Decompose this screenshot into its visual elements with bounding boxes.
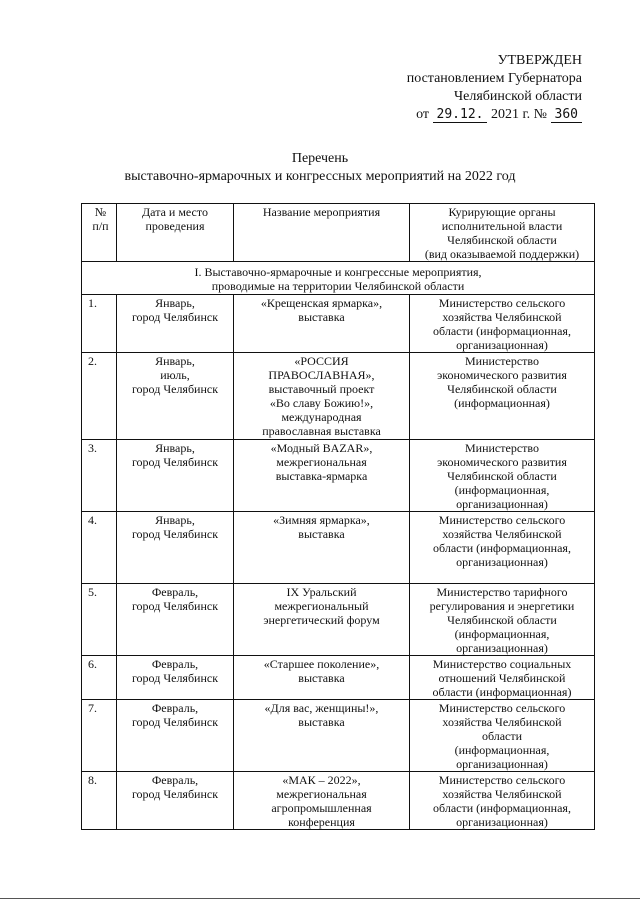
row-date-place-line: город Челябинск	[131, 715, 219, 729]
header-date-place	[117, 204, 234, 262]
row-supervising-body-line: Министерство сельского	[438, 296, 566, 310]
row-number: 8.	[82, 772, 117, 830]
row-supervising-body	[410, 295, 595, 353]
row-supervising-body-line: Министерство сельского	[438, 773, 566, 787]
row-date-place-line: Февраль,	[151, 585, 199, 599]
title-line-2: выставочно-ярмарочных и конгрессных мероприятий на 2022 год	[124, 169, 516, 184]
row-event-name-line: IX Уральский	[286, 585, 357, 599]
header-date-place-line: Дата и место	[142, 205, 208, 219]
row-supervising-body-line: Министерство	[465, 354, 539, 368]
row-supervising-body	[410, 656, 595, 700]
table-row	[82, 295, 595, 353]
table-row	[82, 353, 595, 440]
row-event-name-line: «Для вас, женщины!»,	[264, 701, 379, 715]
header-date-place-line: проведения	[145, 219, 205, 233]
row-supervising-body-line: хозяйства Челябинской	[442, 527, 562, 541]
row-date-place-line: Январь,	[155, 513, 195, 527]
row-event-name-line: выставка	[298, 715, 345, 729]
row-event-name-line: агропромышленная	[271, 801, 372, 815]
header-number-line: №	[94, 205, 107, 219]
row-supervising-body	[410, 700, 595, 772]
row-date-place	[117, 353, 234, 440]
events-table-body	[82, 204, 595, 830]
row-event-name-line: «Модный BAZAR»,	[270, 441, 373, 455]
row-event-name-line: межрегиональная	[276, 787, 367, 801]
row-date-place-line: город Челябинск	[131, 671, 219, 685]
table-row	[82, 656, 595, 700]
row-supervising-body-line: экономического развития	[437, 455, 567, 469]
row-number: 7.	[82, 700, 117, 772]
row-supervising-body-line: Министерство сельского	[438, 513, 566, 527]
row-supervising-body-line: организационная)	[456, 641, 548, 655]
row-number: 5.	[82, 584, 117, 656]
row-supervising-body-line: Министерство	[465, 441, 539, 455]
section-row	[82, 262, 595, 295]
row-supervising-body-line: отношений Челябинской	[438, 671, 566, 685]
row-supervising-body-line: хозяйства Челябинской	[442, 715, 562, 729]
row-event-name	[234, 353, 410, 440]
row-date-place	[117, 700, 234, 772]
row-event-name-line: «Зимняя ярмарка»,	[273, 513, 370, 527]
row-event-name-line: энергетический форум	[263, 613, 380, 627]
row-supervising-body-line: Челябинской области	[447, 469, 557, 483]
row-event-name-line: ПРАВОСЛАВНАЯ»,	[268, 368, 375, 382]
row-event-name	[234, 656, 410, 700]
header-number-line: п/п	[92, 219, 109, 233]
row-supervising-body-line: организационная)	[456, 757, 548, 771]
row-supervising-body	[410, 584, 595, 656]
approval-number: 360	[551, 107, 582, 123]
approval-date: 29.12.	[433, 107, 488, 123]
row-date-place	[117, 656, 234, 700]
row-event-name-line: «МАК – 2022»,	[282, 773, 361, 787]
row-event-name-line: выставочный проект	[268, 382, 375, 396]
row-supervising-body-line: (информационная)	[454, 396, 550, 410]
approval-region: Челябинской области	[454, 89, 582, 104]
row-supervising-body-line: Челябинской области	[447, 613, 557, 627]
row-supervising-body-line: области (информационная,	[433, 801, 571, 815]
row-event-name-line: выставка	[298, 671, 345, 685]
row-supervising-body-line: области (информационная,	[433, 324, 571, 338]
title-line-1: Перечень	[291, 151, 349, 166]
row-supervising-body-line: (информационная,	[454, 743, 550, 757]
row-date-place-line: город Челябинск	[131, 527, 219, 541]
row-event-name-line: конференция	[288, 815, 355, 829]
row-number: 6.	[82, 656, 117, 700]
row-event-name-line: православная выставка	[262, 424, 381, 438]
row-supervising-body-line: хозяйства Челябинской	[442, 787, 562, 801]
row-event-name-line: выставка	[298, 527, 345, 541]
row-supervising-body-line: организационная)	[456, 555, 548, 569]
row-date-place	[117, 772, 234, 830]
row-number: 2.	[82, 353, 117, 440]
row-supervising-body-line: Министерство сельского	[438, 701, 566, 715]
table-row	[82, 512, 595, 584]
row-supervising-body-line: Министерство тарифного	[436, 585, 568, 599]
row-date-place-line: Февраль,	[151, 657, 199, 671]
approval-stamp	[362, 52, 582, 124]
table-row	[82, 700, 595, 772]
row-supervising-body-line: организационная)	[456, 815, 548, 829]
events-table	[81, 203, 595, 830]
row-supervising-body-line: (информационная,	[454, 627, 550, 641]
row-supervising-body-line: организационная)	[456, 497, 548, 511]
row-date-place-line: город Челябинск	[131, 455, 219, 469]
header-supervising-bodies-line: Курирующие органы	[448, 205, 556, 219]
row-event-name	[234, 584, 410, 656]
page-bottom-rule	[0, 898, 640, 899]
approval-word: УТВЕРЖДЕН	[497, 53, 582, 68]
from-label: от	[416, 107, 430, 122]
approval-issuer: постановлением Губернатора	[406, 71, 582, 86]
section-heading	[82, 262, 595, 295]
table-row	[82, 584, 595, 656]
row-date-place-line: Январь,	[155, 441, 195, 455]
header-supervising-bodies	[410, 204, 595, 262]
approval-year: 2021 г. №	[490, 107, 548, 122]
row-supervising-body-line: Министерство социальных	[432, 657, 572, 671]
row-number: 4.	[82, 512, 117, 584]
row-supervising-body-line: экономического развития	[437, 368, 567, 382]
row-event-name-line: «Во славу Божию!»,	[269, 396, 374, 410]
row-date-place-line: Январь,	[155, 354, 195, 368]
table-row	[82, 440, 595, 512]
row-supervising-body-line: области (информационная)	[432, 685, 572, 699]
row-supervising-body	[410, 512, 595, 584]
row-date-place	[117, 295, 234, 353]
row-date-place-line: город Челябинск	[131, 599, 219, 613]
row-date-place	[117, 440, 234, 512]
table-row	[82, 772, 595, 830]
row-event-name-line: межрегиональный	[274, 599, 369, 613]
row-event-name-line: «Крещенская ярмарка»,	[260, 296, 383, 310]
row-date-place-line: Январь,	[155, 296, 195, 310]
table-header-row	[82, 204, 595, 262]
header-number	[82, 204, 117, 262]
row-event-name	[234, 295, 410, 353]
row-supervising-body-line: Челябинской области	[447, 382, 557, 396]
section-heading-line: проводимые на территории Челябинской области	[211, 279, 465, 293]
row-date-place	[117, 512, 234, 584]
header-supervising-bodies-line: исполнительной власти	[441, 219, 563, 233]
row-supervising-body-line: организационная)	[456, 338, 548, 352]
row-date-place-line: город Челябинск	[131, 787, 219, 801]
header-supervising-bodies-line: Челябинской области	[447, 233, 557, 247]
row-supervising-body-line: хозяйства Челябинской	[442, 310, 562, 324]
row-event-name	[234, 772, 410, 830]
row-date-place-line: Февраль,	[151, 773, 199, 787]
row-event-name-line: международная	[281, 410, 362, 424]
row-event-name-line: «РОССИЯ	[294, 354, 349, 368]
row-supervising-body-line: (информационная,	[454, 483, 550, 497]
header-event-name	[234, 204, 410, 262]
row-date-place-line: Февраль,	[151, 701, 199, 715]
row-event-name-line: межрегиональная	[276, 455, 367, 469]
row-date-place	[117, 584, 234, 656]
row-date-place-line: июль,	[160, 368, 190, 382]
approval-date-line	[362, 106, 582, 124]
row-event-name	[234, 440, 410, 512]
row-date-place-line: город Челябинск	[131, 310, 219, 324]
document-title	[0, 150, 640, 186]
row-supervising-body	[410, 353, 595, 440]
row-event-name-line: выставка-ярмарка	[275, 469, 368, 483]
row-event-name	[234, 700, 410, 772]
row-number: 3.	[82, 440, 117, 512]
row-supervising-body-line: области	[481, 729, 523, 743]
row-supervising-body-line: регулирования и энергетики	[429, 599, 575, 613]
header-event-name-line: Название мероприятия	[262, 205, 381, 219]
row-supervising-body-line: области (информационная,	[433, 541, 571, 555]
row-event-name-line: «Старшее поколение»,	[263, 657, 380, 671]
section-heading-line: I. Выставочно-ярмарочные и конгрессные мероприятия,	[194, 265, 482, 279]
header-supervising-bodies-line: (вид оказываемой поддержки)	[424, 247, 580, 261]
row-event-name	[234, 512, 410, 584]
row-event-name-line: выставка	[298, 310, 345, 324]
row-date-place-line: город Челябинск	[131, 382, 219, 396]
row-number: 1.	[82, 295, 117, 353]
row-supervising-body	[410, 440, 595, 512]
row-supervising-body	[410, 772, 595, 830]
